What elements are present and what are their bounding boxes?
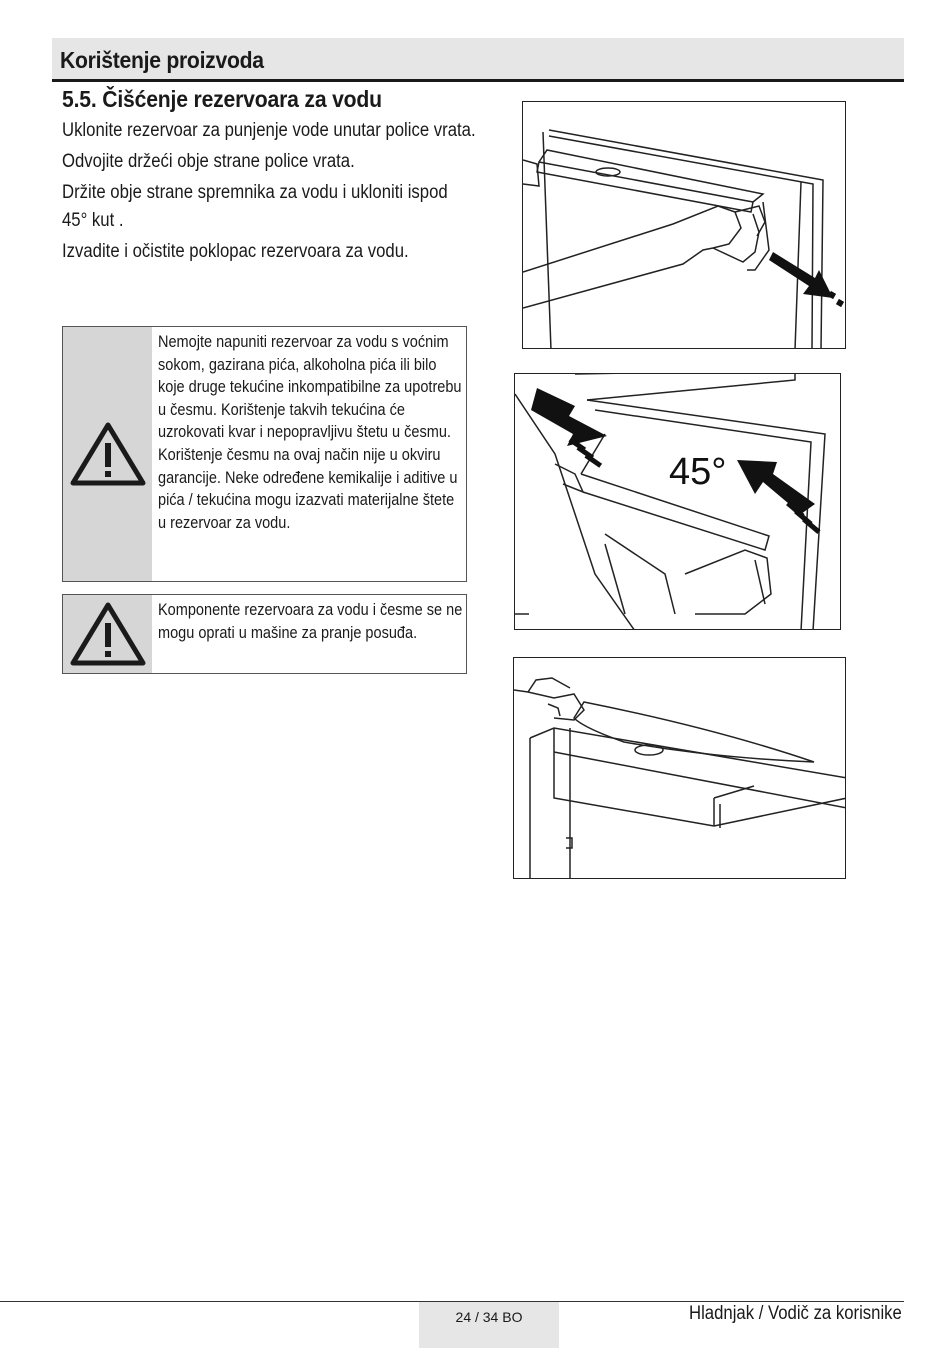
instruction-paragraphs [62,117,482,269]
warning-triangle-icon [63,327,152,581]
header-title: Korištenje proizvoda [60,47,264,73]
warning-box-2 [62,594,467,674]
angle-label: 45° [669,451,727,493]
instruction-paragraph: Odvojite držeći obje strane police vrata. [62,151,355,172]
illustration-tank-lid [514,658,846,879]
figure-45-degree [514,373,841,630]
instruction-paragraph: Uklonite rezervoar za punjenje vode unutar police vrata. [62,120,476,141]
warning-box-1 [62,326,467,582]
figure-clean-lid [513,657,846,879]
section-heading: 5.5. Čišćenje rezervoara za vodu [62,86,382,112]
figure-remove-tank [522,101,846,349]
page-number: 24 / 34 BO [419,1302,559,1348]
warning-text: Komponente rezervoara za vodu i česme se ne mogu oprati u mašine za pranje posuđa. [158,601,463,642]
illustration-door-shelf [523,102,846,349]
illustration-tilt-tank [515,374,841,630]
instruction-paragraph: Držite obje strane spremnika za vodu i ukloniti ispod 45° kut . [62,182,448,231]
header-bar [52,38,904,82]
warning-triangle-icon [63,595,152,673]
warning-text: Nemojte napuniti rezervoar za vodu s voćnim sokom, gazirana pića, alkoholna pića ili bilo koje druge tekućine inkompatibilne za upotrebu u česmu. Korištenje takvih tekućina će uzrokovati kvar i nepopravljivu štetu u česmu. Korištenje česmu na ovaj način nije u okviru garancije. Neke određene kemikalije i aditive u pića / tekućina mogu izazvati materijalne štete u rezervoar za vodu. [158,333,462,532]
instruction-paragraph: Izvadite i očistite poklopac rezervoara za vodu. [62,241,409,262]
footer-doc-title: Hladnjak / Vodič za korisnike [689,1303,902,1324]
